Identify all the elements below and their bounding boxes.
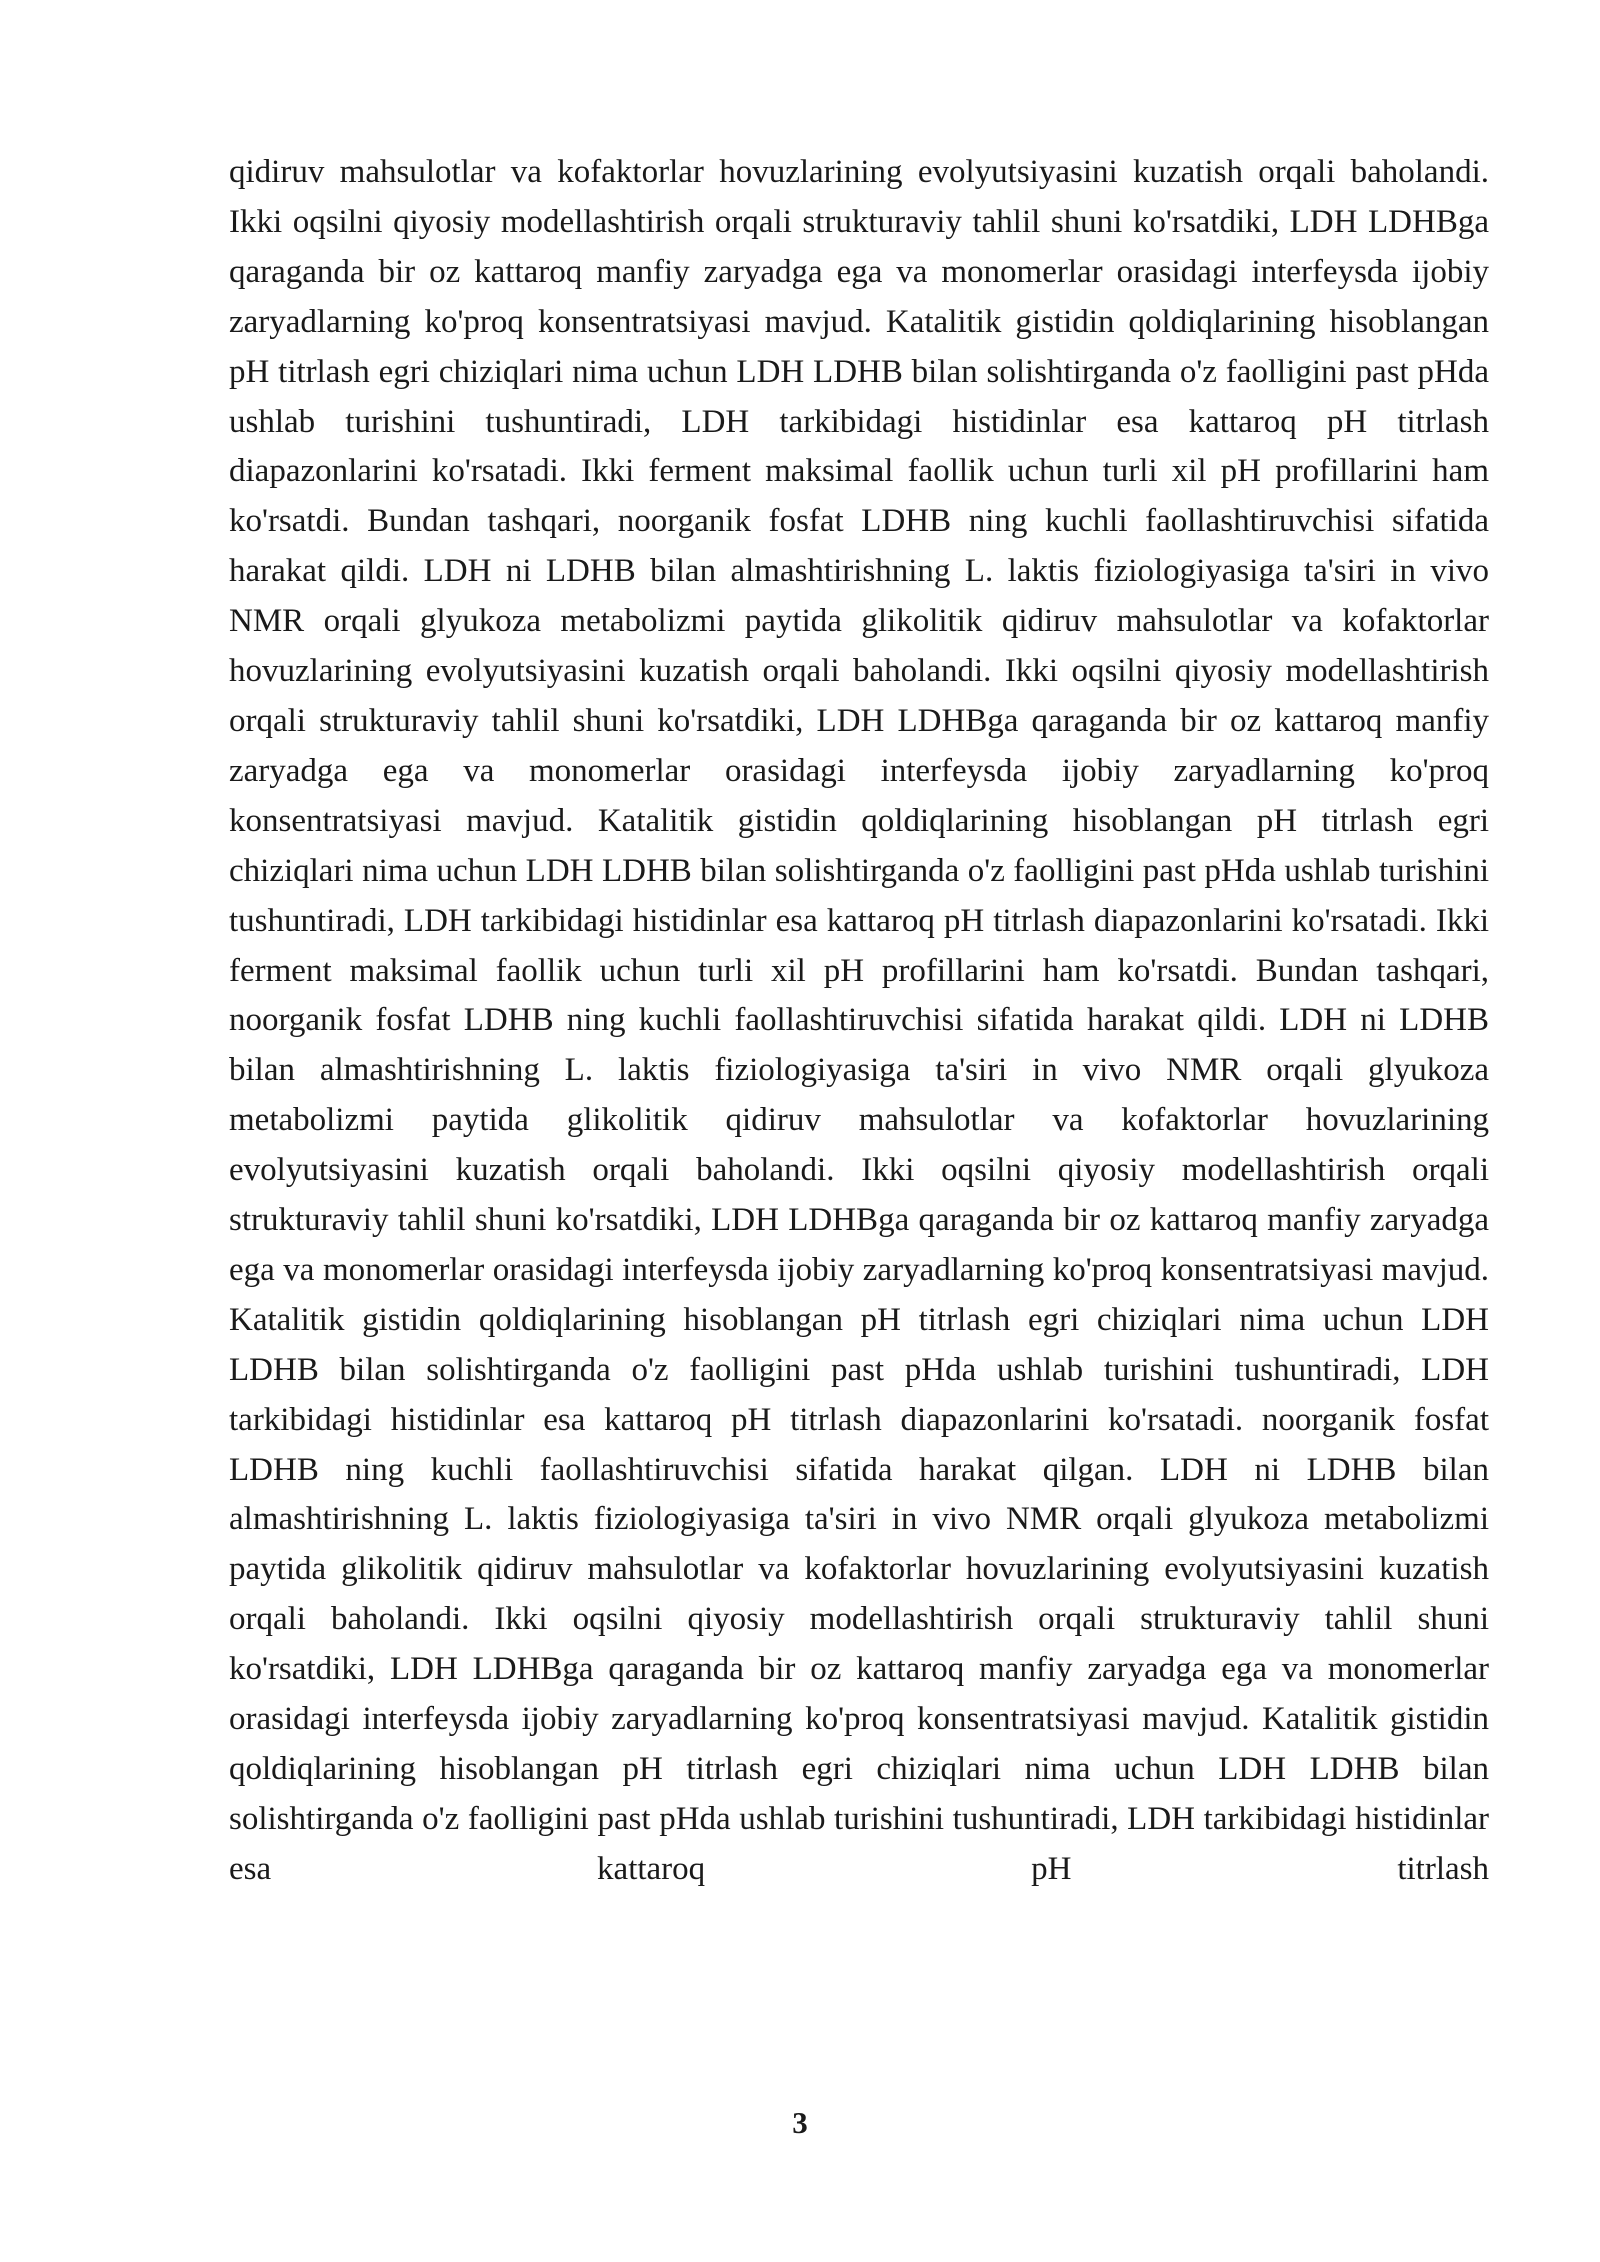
page-number: 3	[792, 2105, 808, 2140]
body-paragraph: qidiruv mahsulotlar va kofaktorlar hovuzlarining evolyutsiyasini kuzatish orqali baholandi. Ikki oqsilni qiyosiy modellashtirish orqali strukturaviy tahlil shuni ko'rsatdiki, LDH LDHBga qaraganda bir oz kattaroq manfiy zaryadga ega va monomerlar orasidagi interfeysda ijobiy zaryadlarning ko'proq konsentratsiyasi mavjud. Katalitik gistidin qoldiqlarining hisoblangan pH titrlash egri chiziqlari nima uchun LDH LDHB bilan solishtirganda o'z faolligini past pHda ushlab turishini tushuntiradi, LDH tarkibidagi histidinlar esa kattaroq pH titrlash diapazonlarini ko'rsatadi. Ikki ferment maksimal faollik uchun turli xil pH profillarini ham ko'rsatdi. Bundan tashqari, noorganik fosfat LDHB ning kuchli faollashtiruvchisi sifatida harakat qildi. LDH ni LDHB bilan almashtirishning L. laktis fiziologiyasiga ta'siri in vivo NMR orqali glyukoza metabolizmi paytida glikolitik qidiruv mahsulotlar va kofaktorlar hovuzlarining evolyutsiyasini kuzatish orqali baholandi. Ikki oqsilni qiyosiy modellashtirish orqali strukturaviy tahlil shuni ko'rsatdiki, LDH LDHBga qaraganda bir oz kattaroq manfiy zaryadga ega va monomerlar orasidagi interfeysda ijobiy zaryadlarning ko'proq konsentratsiyasi mavjud. Katalitik gistidin qoldiqlarining hisoblangan pH titrlash egri chiziqlari nima uchun LDH LDHB bilan solishtirganda o'z faolligini past pHda ushlab turishini tushuntiradi, LDH tarkibidagi histidinlar esa kattaroq pH titrlash diapazonlarini ko'rsatadi. Ikki ferment maksimal faollik uchun turli xil pH profillarini ham ko'rsatdi. Bundan tashqari, noorganik fosfat LDHB ning kuchli faollashtiruvchisi sifatida harakat qildi. LDH ni LDHB bilan almashtirishning L. laktis fiziologiyasiga ta'siri in vivo NMR orqali glyukoza metabolizmi paytida glikolitik qidiruv mahsulotlar va kofaktorlar hovuzlarining evolyutsiyasini kuzatish orqali baholandi. Ikki oqsilni qiyosiy modellashtirish orqali strukturaviy tahlil shuni ko'rsatdiki, LDH LDHBga qaraganda bir oz kattaroq manfiy zaryadga ega va monomerlar orasidagi interfeysda ijobiy zaryadlarning ko'proq konsentratsiyasi mavjud. Katalitik gistidin qoldiqlarining hisoblangan pH titrlash egri chiziqlari nima uchun LDH LDHB bilan solishtirganda o'z faolligini past pHda ushlab turishini tushuntiradi, LDH tarkibidagi histidinlar esa kattaroq pH titrlash diapazonlarini ko'rsatadi. noorganik fosfat LDHB ning kuchli faollashtiruvchisi sifatida harakat qilgan. LDH ni LDHB bilan almashtirishning L. laktis fiziologiyasiga ta'siri in vivo NMR orqali glyukoza metabolizmi paytida glikolitik qidiruv mahsulotlar va kofaktorlar hovuzlarining evolyutsiyasini kuzatish orqali baholandi. Ikki oqsilni qiyosiy modellashtirish orqali strukturaviy tahlil shuni ko'rsatdiki, LDH LDHBga qaraganda bir oz kattaroq manfiy zaryadga ega va monomerlar orasidagi interfeysda ijobiy zaryadlarning ko'proq konsentratsiyasi mavjud. Katalitik gistidin qoldiqlarining hisoblangan pH titrlash egri chiziqlari nima uchun LDH LDHB bilan solishtirganda o'z faolligini past pHda ushlab turishini tushuntiradi, LDH tarkibidagi histidinlar esa kattaroq pH titrlash	[229, 154, 1489, 1887]
